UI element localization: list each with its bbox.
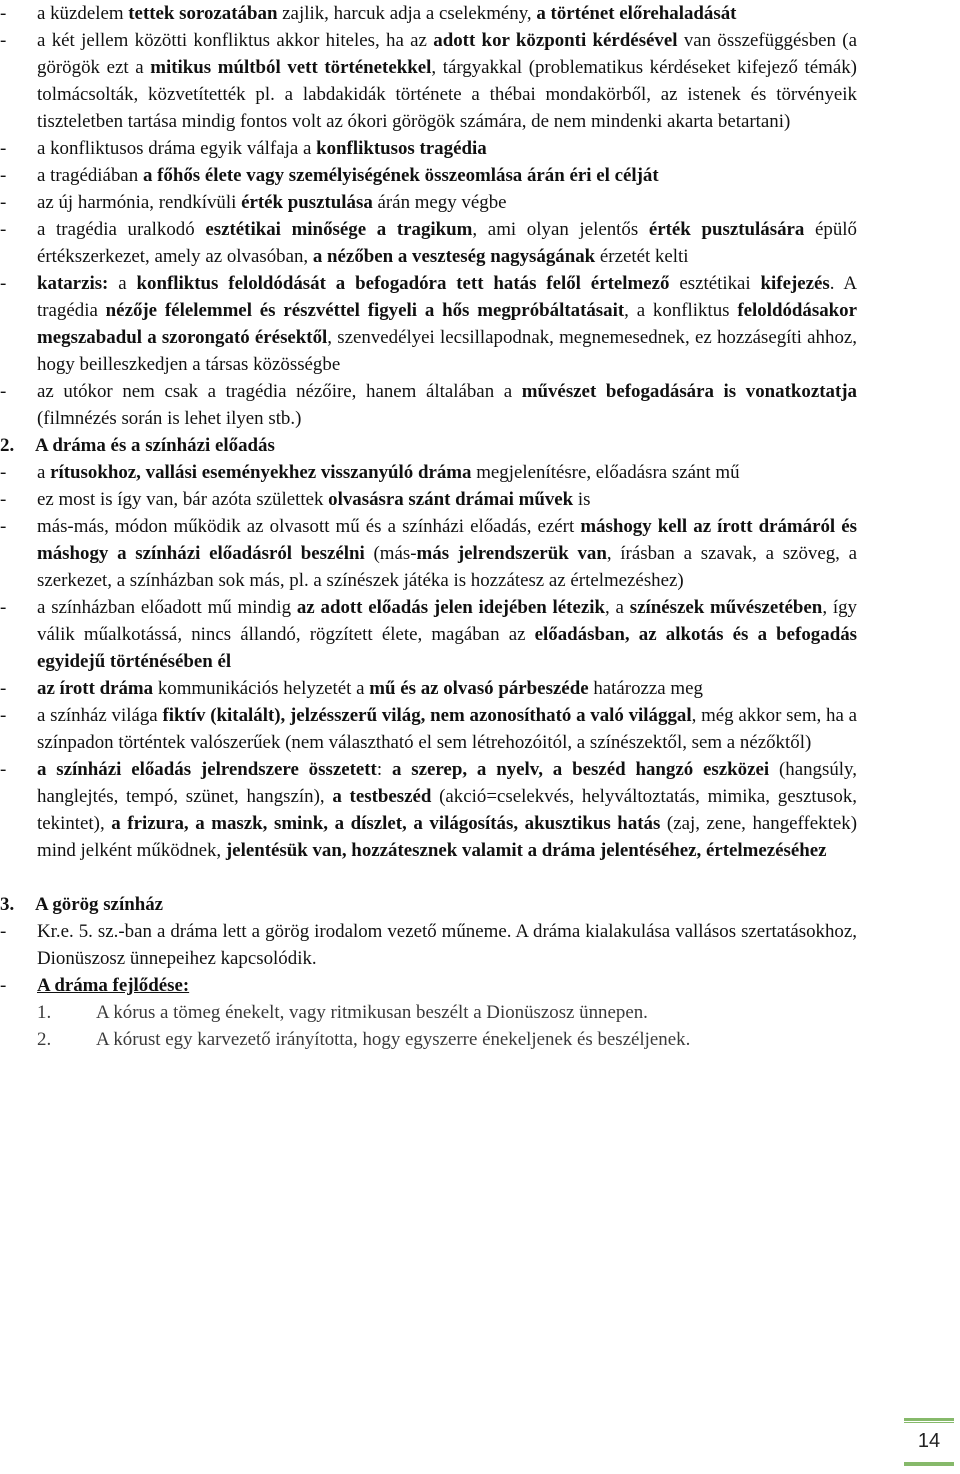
bullet-dash: - [0,30,7,51]
bold-text: tettek sorozatában [128,3,278,24]
text: van összefüggésben (a görögök ezt a [37,30,857,78]
list-item [0,513,857,594]
text: , szenvedélyei lecsillapodnak, megnemesednek, ez hozzásegíti ahhoz, hogy beilleszkedjen a társas közösségbe [37,327,857,375]
bullet-dash: - [0,597,7,618]
list-item [0,594,857,675]
text: az új harmónia, rendkívüli [37,192,242,213]
bold-text: mű és az olvasó párbeszéde [369,678,589,699]
text: , ami olyan jelentős [472,219,649,240]
list-item [0,918,857,972]
bullet-dash: - [0,462,7,483]
text: épülő értékszerkezet, amely az olvasóban, [37,219,857,267]
bullet-dash: - [0,678,7,699]
list-number: 1. [37,1002,52,1023]
bold-text: nézője félelemmel és részvéttel figyeli a hős megpróbáltatásait [105,300,625,321]
bullet-dash: - [0,165,7,186]
bold-text: más jelrendszerük van [416,543,607,564]
text: ez most is így van, bár azóta születtek [37,489,329,510]
text: Kr.e. 5. sz.-ban a dráma lett a görög irodalom vezető műneme. A dráma kialakulása vallásos szertatásokhoz, Dionüszosz ünnepeihez kapcsolódik. [37,921,857,969]
list-text: A kórust egy karvezető irányította, hogy egyszerre énekeljenek és beszéljenek. [96,1029,691,1050]
bold-text: a szerep, a nyelv, a beszéd hangzó eszközei [391,759,770,780]
bullet-dash: - [0,516,7,537]
text: kommunikációs helyzetét a [153,678,370,699]
bold-text: előadásban, az alkotás és a befogadás egyidejű történésében él [37,624,857,672]
list-item [0,756,857,864]
bold-text: esztétikai minősége a tragikum [205,219,473,240]
list-item [0,459,857,486]
text: , írásban a szavak, a szöveg, a szerkezet, a színházban sok más, pl. a színészek játéka is hozzátesz az értelmezéshez) [37,543,858,591]
list-item [0,0,857,27]
bold-text: az írott dráma [37,678,154,699]
section-2-title: A dráma és a színházi előadás [35,435,275,456]
bullet-dash: - [0,489,7,510]
list-item [0,702,857,756]
bold-text: konfliktus feloldódását a befogadóra tett hatás felől értelmező [136,273,670,294]
list-text: A kórus a tömeg énekelt, vagy ritmikusan beszélt a Dionüszosz ünnepen. [96,1002,648,1023]
text: (akció=cselekvés, helyváltoztatás, mimika, gesztusok, tekintet), [37,786,857,834]
text: . A tragédia [37,273,857,321]
development-subheading: A dráma fejlődése: [37,975,190,996]
section-1-list [0,0,960,432]
text: , a konfliktus [624,300,738,321]
bold-text: olvasásra szánt drámai művek [328,489,574,510]
bullet-dash: - [0,192,7,213]
list-item [0,162,857,189]
section-3-title: A görög színház [35,894,164,915]
bold-text: rítusokhoz, vallási eseményekhez visszanyúló dráma [50,462,472,483]
list-item [0,378,857,432]
text: esztétikai [669,273,761,294]
list-number: 2. [37,1029,52,1050]
bold-text: konfliktusos tragédia [316,138,487,159]
text: , még akkor sem, ha a színpadon történtek valószerűek (nem választható el sem létrehozóitól, a színészektől, sem a nézőktől) [37,705,857,753]
bold-text: érték pusztulására [648,219,805,240]
text: a konfliktusos dráma egyik válfaja a [37,138,317,159]
numbered-list-item [0,1026,856,1053]
text: , tárgyakkal (problematikus kérdéseket kifejező témák) tolmácsolták, közvetítették pl. a labdakidák története a thébai mondakörből, az istenek és törvényeik tiszteletben tartása mindig fontos volt az ókori görögök számára, de nem mindenki akarta betartani) [37,57,857,132]
section-3-list [0,918,960,972]
text: (más- [364,543,417,564]
text: a [108,273,137,294]
bold-text: a frizura, a maszk, smink, a díszlet, a világosítás, akusztikus hatás [111,813,661,834]
bullet-dash: - [0,759,7,780]
bold-text: adott kor központi kérdésével [433,30,678,51]
text: is [573,489,591,510]
page-number: 14 [917,1430,941,1452]
footer-rule-bottom [904,1462,954,1466]
bold-text: az adott előadás jelen idejében létezik [296,597,605,618]
bold-text: színészek művészetében [629,597,823,618]
bold-text: a főhős élete vagy személyiségének összeomlása árán éri el célját [142,165,659,186]
bold-text: jelentésük van, hozzátesznek valamit a dráma jelentéséhez, értelmezéséhez [225,840,827,861]
text: , így válik műalkotássá, nincs állandó, rögzített élete, magában az [37,597,857,645]
bold-text: máshogy kell az írott drámáról és máshogy a színházi előadásról beszélni [37,516,858,564]
text: : [376,759,392,780]
text: (filmnézés során is lehet ilyen stb.) [37,408,302,429]
list-item [0,216,857,270]
bold-text: a színházi előadás jelrendszere összetett [37,759,377,780]
bold-text: a testbeszéd [332,786,432,807]
text: zajlik, harcuk adja a cselekmény, [277,3,537,24]
subheading-item [0,972,857,999]
bullet-dash: - [0,273,7,294]
bold-text: kifejezés [760,273,830,294]
bold-text: mitikus múltból vett történetekkel [150,57,432,78]
text: az utókor nem csak a tragédia nézőire, hanem általában a [37,381,522,402]
bullet-dash: - [0,921,7,942]
section-3-number: 3. [0,894,15,915]
bold-text: művészet befogadására is vonatkoztatja [521,381,857,402]
text: , a [605,597,630,618]
numbered-list-item [0,999,856,1026]
text: a két jellem közötti konfliktus akkor hiteles, ha az [37,30,434,51]
bullet-dash: - [0,381,7,402]
bullet-dash: - [0,975,7,996]
bullet-dash: - [0,138,7,159]
bullet-dash: - [0,3,7,24]
bullet-dash: - [0,219,7,240]
bold-text: a történet előrehaladását [536,3,737,24]
text: a színház világa [37,705,163,726]
text: határozza meg [588,678,703,699]
text: a [37,462,51,483]
section-2-heading [0,432,960,459]
text: megjelenítésre, előadásra szánt mű [471,462,740,483]
text: (hangsúly, hanglejtés, tempó, szünet, hangszín), [37,759,857,807]
text: más-más, módon működik az olvasott mű és a színházi előadás, ezért [37,516,581,537]
list-item [0,135,857,162]
bullet-dash: - [0,705,7,726]
bold-text: katarzis: [37,273,109,294]
bold-text: fiktív (kitalált), jelzésszerű világ, nem azonosítható a való világgal [162,705,692,726]
section-2-list [0,459,960,864]
footer-rule-top [904,1418,954,1421]
bold-text: feloldódásakor megszabadul a szorongató érésektől [37,300,858,348]
blank-line [0,864,960,891]
text: a színházban előadott mű mindig [37,597,297,618]
text: a tragédiában [37,165,143,186]
list-item [0,675,857,702]
section-2-number: 2. [0,435,15,456]
list-item [0,486,857,513]
footer-rule-thin [904,1422,954,1423]
text: árán megy végbe [372,192,507,213]
text: (zaj, zene, hangeffektek) mind jelként működnek, [37,813,857,861]
text: a tragédia uralkodó [37,219,206,240]
section-3-heading [0,891,960,918]
text: a küzdelem [37,3,129,24]
list-item [0,27,857,135]
text: érzetét kelti [595,246,689,267]
list-item [0,189,857,216]
bold-text: érték pusztulása [241,192,373,213]
numbered-list [0,999,960,1053]
list-item [0,270,857,378]
bold-text: a nézőben a veszteség nagyságának [312,246,596,267]
